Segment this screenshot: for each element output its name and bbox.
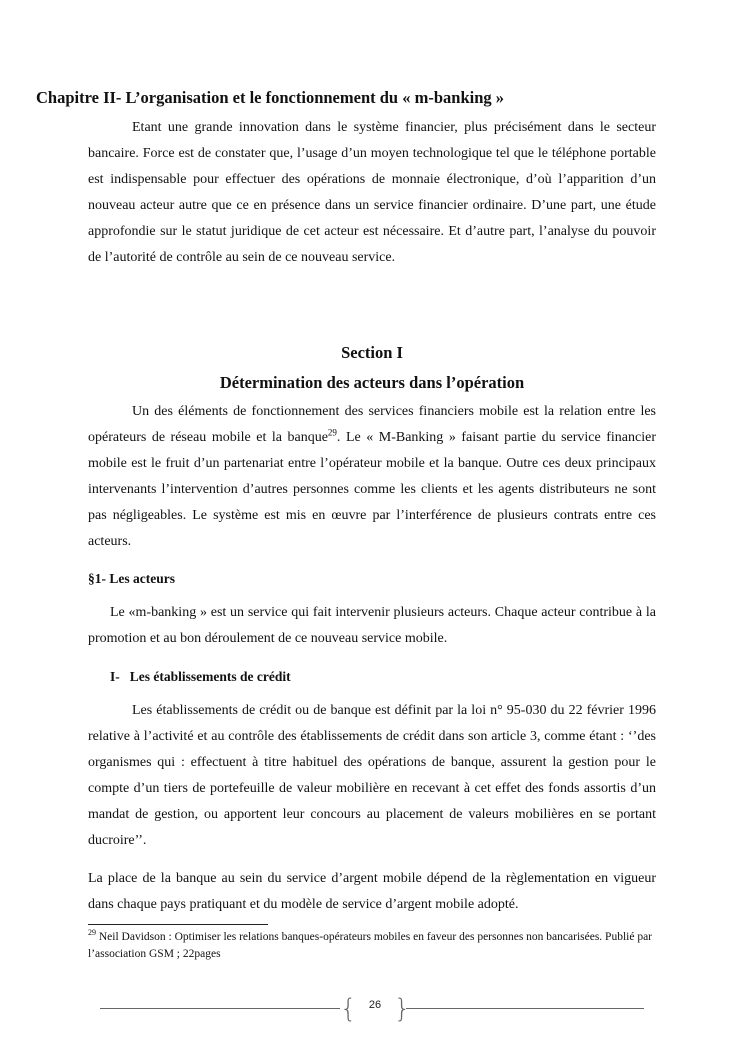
- section-paragraph-text: Un des éléments de fonctionnement des services financiers mobile est la relation entre les opérateurs de réseau mobile et la banque: [88, 404, 656, 445]
- section-number: Section I: [341, 343, 403, 362]
- footnote-divider: [88, 924, 268, 925]
- subsection-paragraph: Le «m-banking » est un service qui fait intervenir plusieurs acteurs. Chaque acteur contribue à la promotion et au bon déroulement de ce nouveau service mobile.: [88, 605, 656, 646]
- page-number: 26: [368, 999, 382, 1011]
- footnote: [88, 929, 658, 963]
- footer-line-left: [100, 1008, 340, 1009]
- item-numeral: I-: [110, 669, 120, 684]
- intro-paragraph: Etant une grande innovation dans le système financier, plus précisément dans le secteur bancaire. Force est de constater que, l’usage d’un moyen technologique tel que le téléphone portable est indispensable pour effectuer des opérations de monnaie électronique, d’où l’apparition d’un nouveau acteur autre que ce en présence dans un service financier ordinaire. D’une part, une étude approfondie sur le statut juridique de cet acteur est nécessaire. Et d’autre part, l’analyse du pouvoir de l’autorité de contrôle au sein de ce nouveau service.: [88, 120, 656, 265]
- item-heading: [110, 669, 291, 685]
- item-paragraph: Les établissements de crédit ou de banque est définit par la loi n° 95-030 du 22 février 1996 relative à l’activité et au contrôle des établissements de crédit dans son article 3, comme étant : ‘’des organismes qui : effectuent à titre habituel des opérations de banque, assurent la gestion pour le compte d’un tiers de portefeuille de valeur mobilière en recevant à cet effet des fonds assortis d’un mandat de gestion, ou apportent leur concours au placement de valeurs mobilières en se portant ducroire’’.: [88, 703, 656, 848]
- footnote-number: 29: [88, 928, 96, 938]
- subsection-heading: §1- Les acteurs: [88, 571, 175, 586]
- footer-line-right: [406, 1008, 644, 1009]
- footnote-text: Neil Davidson : Optimiser les relations banques-opérateurs mobiles en faveur des personnes non bancarisées. Publié par l’association GSM ; 22pages: [88, 931, 652, 960]
- chapter-title: Chapitre II- L’organisation et le fonctionnement du « m-banking »: [36, 88, 505, 107]
- final-paragraph: La place de la banque au sein du service d’argent mobile dépend de la règlementation en vigueur dans chaque pays pratiquant et du modèle de service d’argent mobile adopté.: [88, 871, 656, 912]
- right-brace-icon: }: [394, 994, 411, 1024]
- footnote-reference[interactable]: 29: [327, 427, 337, 438]
- section-title: Détermination des acteurs dans l’opération: [219, 373, 525, 392]
- item-label: Les établissements de crédit: [129, 669, 291, 684]
- section-paragraph-text-continued: . Le « M-Banking » faisant partie du service financier mobile est le fruit d’un partenariat entre l’opérateur mobile et la banque. Outre ces deux principaux intervenants l’intervention d’autres personnes comme les clients et les agents distributeurs ne sont pas négligeables. Le système est mis en œuvre par l’interférence de plusieurs contrats entre ces acteurs.: [88, 430, 657, 549]
- section-paragraph: [88, 399, 656, 555]
- left-brace-icon: {: [340, 994, 357, 1024]
